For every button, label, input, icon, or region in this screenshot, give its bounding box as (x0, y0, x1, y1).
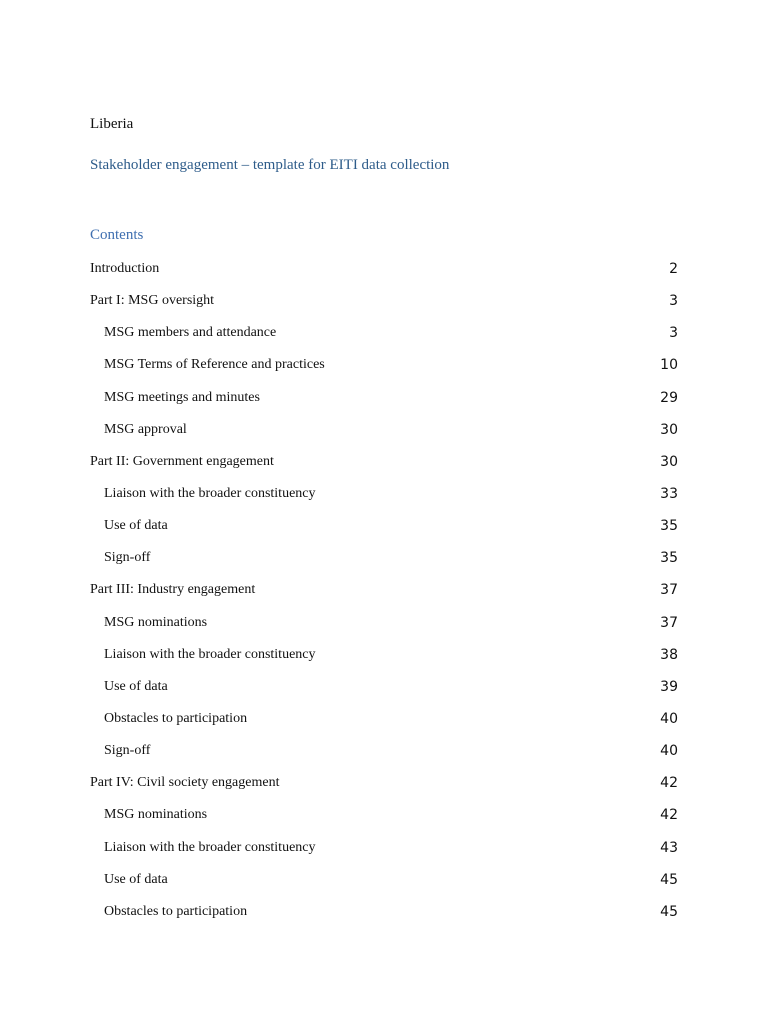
toc-entry-label[interactable]: MSG members and attendance (104, 325, 277, 341)
toc-entry[interactable] (90, 317, 678, 349)
toc-entry-label[interactable]: Part II: Government engagement (90, 453, 274, 469)
toc-heading: Contents (90, 227, 144, 243)
toc-entry-label[interactable]: Use of data (104, 678, 168, 694)
toc-entry[interactable] (90, 799, 678, 831)
toc-entry-label[interactable]: Obstacles to participation (104, 711, 248, 727)
toc-entry-page-number[interactable]: 38 (660, 646, 678, 663)
toc-entry-label[interactable]: Use of data (104, 518, 168, 534)
toc-entry-page-number[interactable]: 37 (660, 582, 678, 599)
toc-entry[interactable] (90, 896, 678, 928)
toc-entry-label[interactable]: Sign-off (104, 550, 151, 566)
toc-entry-label[interactable]: MSG Terms of Reference and practices (104, 357, 325, 373)
toc-entry-label[interactable]: Part III: Industry engagement (90, 582, 256, 598)
country-name: Liberia (90, 116, 134, 132)
toc-entry-page-number[interactable]: 40 (660, 711, 678, 728)
toc-entry-label[interactable]: Liaison with the broader constituency (104, 839, 316, 855)
toc-entry-page-number[interactable]: 37 (660, 614, 678, 631)
toc-entry[interactable] (90, 607, 678, 639)
document-title: Stakeholder engagement – template for EITI data collection (90, 157, 450, 173)
toc-entry[interactable] (90, 832, 678, 864)
toc-entry[interactable] (90, 671, 678, 703)
toc-entry-label[interactable]: Part IV: Civil society engagement (90, 775, 280, 791)
toc-entry-page-number[interactable]: 2 (669, 261, 678, 278)
toc-entry[interactable] (90, 478, 678, 510)
toc-entry-page-number[interactable]: 39 (660, 678, 678, 695)
toc-entry-page-number[interactable]: 3 (669, 293, 678, 310)
toc-entry[interactable] (90, 414, 678, 446)
toc-entry-label[interactable]: MSG approval (104, 421, 187, 437)
toc-entry[interactable] (90, 349, 678, 381)
toc-entry-page-number[interactable]: 30 (660, 453, 678, 470)
toc-entry[interactable] (90, 446, 678, 478)
table-of-contents (90, 253, 678, 928)
toc-entry[interactable] (90, 253, 678, 285)
toc-entry-label[interactable]: Liaison with the broader constituency (104, 486, 316, 502)
toc-entry-page-number[interactable]: 33 (660, 486, 678, 503)
toc-entry[interactable] (90, 639, 678, 671)
toc-entry-page-number[interactable]: 45 (660, 903, 678, 920)
toc-entry[interactable] (90, 735, 678, 767)
toc-entry-page-number[interactable]: 42 (660, 807, 678, 824)
toc-entry-page-number[interactable]: 40 (660, 743, 678, 760)
toc-entry[interactable] (90, 382, 678, 414)
toc-entry-label[interactable]: MSG meetings and minutes (104, 389, 260, 405)
toc-entry-label[interactable]: Use of data (104, 871, 168, 887)
toc-entry-page-number[interactable]: 3 (669, 325, 678, 342)
toc-entry-page-number[interactable]: 42 (660, 775, 678, 792)
toc-entry[interactable] (90, 767, 678, 799)
toc-entry[interactable] (90, 542, 678, 574)
toc-entry-page-number[interactable]: 29 (660, 389, 678, 406)
toc-entry-label[interactable]: MSG nominations (104, 807, 208, 823)
toc-entry-label[interactable]: Part I: MSG oversight (90, 293, 215, 309)
toc-entry-page-number[interactable]: 43 (660, 839, 678, 856)
toc-entry-page-number[interactable]: 30 (660, 421, 678, 438)
toc-entry-label[interactable]: Sign-off (104, 743, 151, 759)
toc-entry[interactable] (90, 574, 678, 606)
toc-entry-page-number[interactable]: 10 (660, 357, 678, 374)
toc-entry-label[interactable]: Obstacles to participation (104, 903, 248, 919)
toc-entry[interactable] (90, 703, 678, 735)
toc-entry[interactable] (90, 285, 678, 317)
toc-entry-page-number[interactable]: 35 (660, 550, 678, 567)
toc-entry-page-number[interactable]: 35 (660, 518, 678, 535)
toc-entry[interactable] (90, 510, 678, 542)
toc-entry-label[interactable]: Introduction (90, 261, 160, 277)
toc-entry-page-number[interactable]: 45 (660, 871, 678, 888)
toc-entry-label[interactable]: Liaison with the broader constituency (104, 646, 316, 662)
toc-entry[interactable] (90, 864, 678, 896)
toc-entry-label[interactable]: MSG nominations (104, 614, 208, 630)
